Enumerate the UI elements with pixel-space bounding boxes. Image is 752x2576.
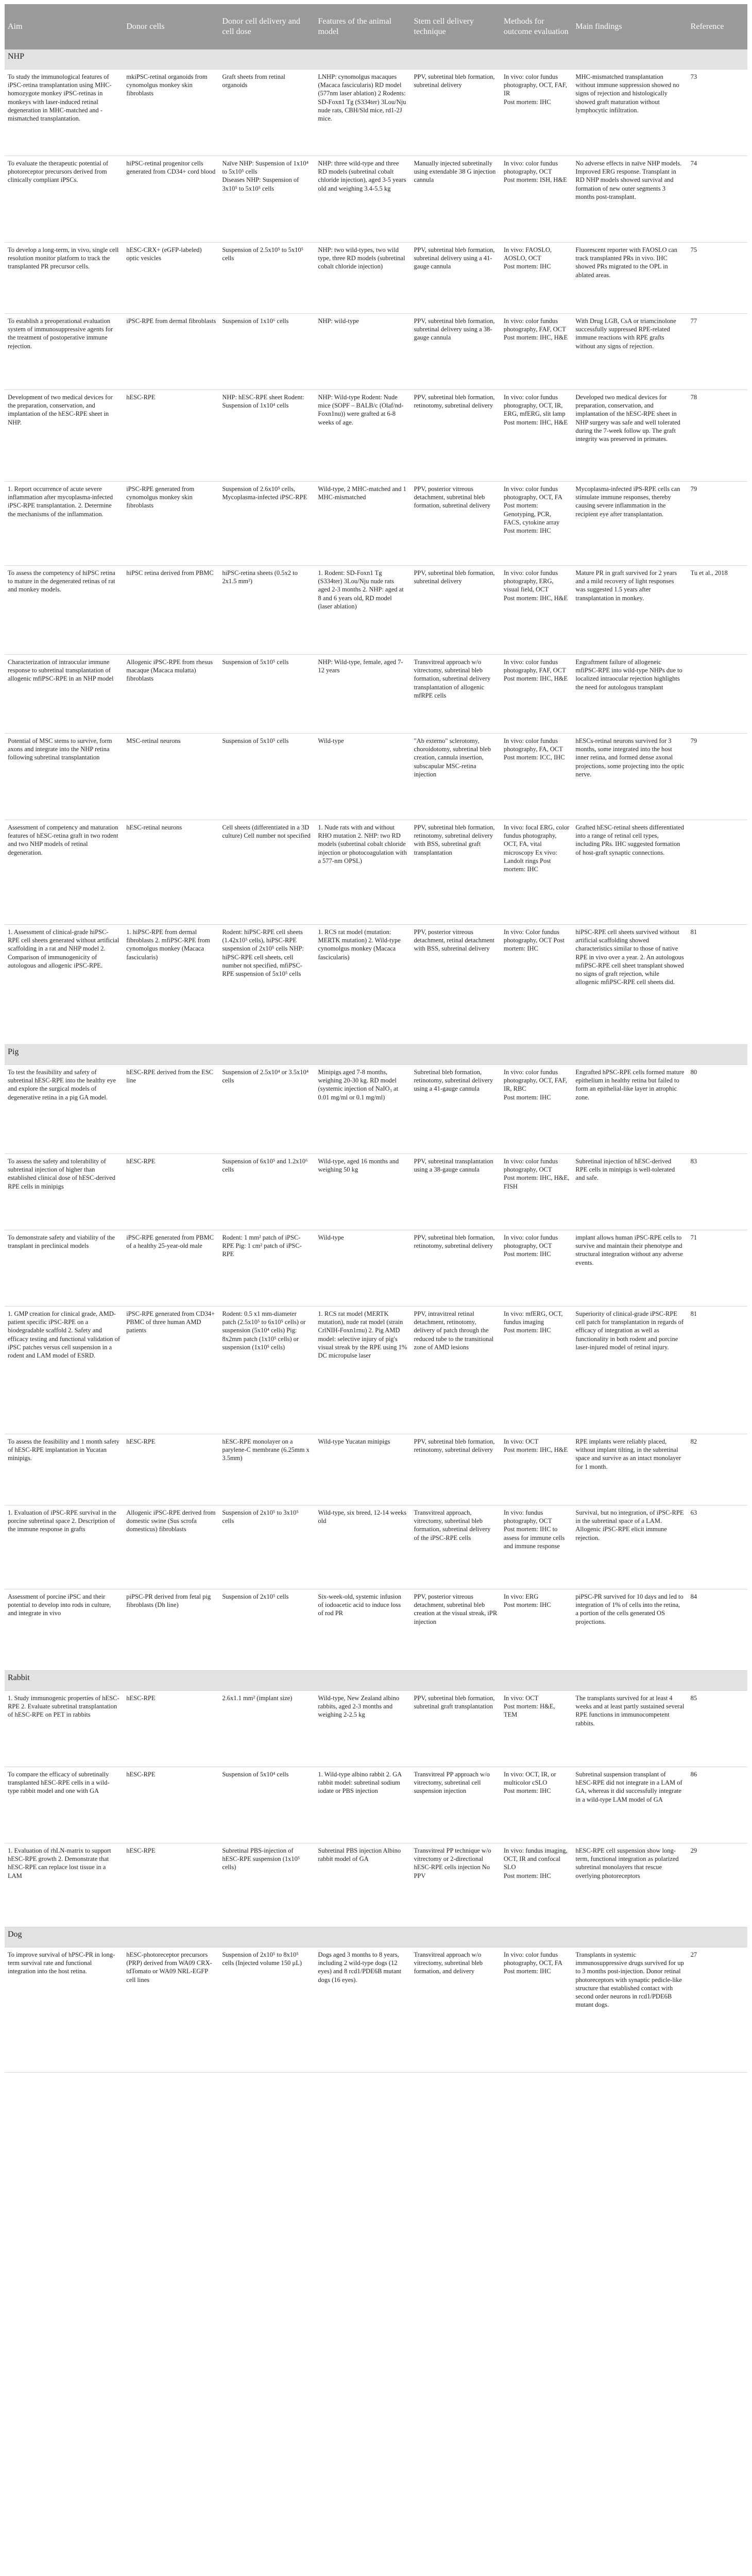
table-row — [5, 1307, 747, 1434]
cell-aim: Characterization of intraocular immune response to subretinal transplantation of allogenic mfiPSC-RPE in an NHP model — [5, 655, 123, 734]
table-row — [5, 390, 747, 482]
cell-technique: PPV, subretinal bleb formation, subretinal delivery using a 41-gauge cannula — [411, 243, 500, 314]
cell-technique: PPV, subretinal bleb formation, retinotomy, subretinal delivery — [411, 1434, 500, 1505]
cell-methods: In vivo: OCT Post mortem: H&E, TEM — [501, 1691, 573, 1767]
cell-findings: MHC-mismatched transplantation without immune suppression showed no signs of rejection and histologically showed graft maturation without lymphocytic infiltration. — [572, 70, 687, 156]
cell-findings: Grafted hESC-retinal sheets differentiated into a range of retinal cell types, including PRs. IHC suggested formation of host-graft synaptic connections. — [572, 820, 687, 925]
cell-technique: PPV, subretinal bleb formation, retinotomy, subretinal delivery with BSS, subretinal graft transplantation — [411, 820, 500, 925]
table-row — [5, 1505, 747, 1589]
cell-model: Six-week-old, systemic infusion of iodoacetic acid to induce loss of rod PR — [315, 1589, 411, 1671]
section-title: Rabbit — [5, 1671, 747, 1691]
section-title: Dog — [5, 1927, 747, 1947]
cell-technique: PPV, subretinal bleb formation, subretinal delivery — [411, 566, 500, 655]
cell-technique: PPV, subretinal bleb formation, subretinal delivery — [411, 70, 500, 156]
cell-technique: PPV, subretinal bleb formation, subretinal delivery using a 38-gauge cannula — [411, 314, 500, 390]
cell-ref — [688, 655, 747, 734]
cell-donor: hESC-retinal neurons — [123, 820, 219, 925]
table-row — [5, 1589, 747, 1671]
cell-donor: hESC-RPE — [123, 1154, 219, 1230]
table-row — [5, 1947, 747, 2073]
cell-technique: PPV, subretinal transplantation using a 38-gauge cannula — [411, 1154, 500, 1230]
table-row — [5, 734, 747, 820]
header-aim: Aim — [5, 4, 123, 49]
cell-aim: 1. Report occurrence of acute severe inflammation after mycoplasma-infected iPSC-RPE transplantation. 2. Determine the mechanisms of the inflammation. — [5, 482, 123, 566]
cell-donor: hESC-RPE — [123, 390, 219, 482]
cell-ref: 77 — [688, 314, 747, 390]
cell-dose: hESC-RPE monolayer on a parylene-C membrane (6.25mm x 3.5mm) — [219, 1434, 315, 1505]
cell-aim: 1. Assessment of clinical-grade hiPSC-RPE cell sheets generated without artificial scaffolding in a rat and NHP model 2. Comparison of immunogenicity of autologous and allogenic iPSC-RPE. — [5, 925, 123, 1045]
table-row — [5, 925, 747, 1045]
header-donor-cells: Donor cells — [123, 4, 219, 49]
cell-donor: 1. hiPSC-RPE from dermal fibroblasts 2. mfiPSC-RPE from cynomolgus monkey (Macaca fascicularis) — [123, 925, 219, 1045]
cell-methods: In vivo: Color fundus photography, OCT Post mortem: IHC — [501, 925, 573, 1045]
cell-dose: hiPSC-retina sheets (0.5x2 to 2x1.5 mm²) — [219, 566, 315, 655]
cell-technique: "Ab externo" sclerotomy, choroidotomy, subretinal bleb creation, cannula insertion, subscapular MSC-retina injection — [411, 734, 500, 820]
cell-dose: Suspension of 6x10⁵ and 1.2x10⁶ cells — [219, 1154, 315, 1230]
cell-dose: Rodent: 1 mm² patch of iPSC-RPE Pig: 1 cm² patch of iPSC-RPE — [219, 1230, 315, 1307]
cell-methods: In vivo: color fundus photography, ERG, visual field, OCT Post mortem: IHC, H&E — [501, 566, 573, 655]
cell-dose: Suspension of 5x10⁵ cells — [219, 734, 315, 820]
header-animal-model: Features of the animal model — [315, 4, 411, 49]
cell-aim: 1. GMP creation for clinical grade, AMD-patient specific iPSC-RPE on a biodegradable scaffold 2. Safety and efficacy testing and functional validation of iPSC patches versus cell suspension in a rodent and LAM model of ESRD. — [5, 1307, 123, 1434]
cell-dose: Suspension of 2.5x10⁵ to 5x10⁵ cells — [219, 243, 315, 314]
cell-ref: 85 — [688, 1691, 747, 1767]
cell-aim: To demonstrate safety and viability of the transplant in preclinical models — [5, 1230, 123, 1307]
cell-ref: 71 — [688, 1230, 747, 1307]
cell-model: NHP: wild-type — [315, 314, 411, 390]
cell-methods: In vivo: color fundus photography, FA, OCT Post mortem: ICC, IHC — [501, 734, 573, 820]
table-row — [5, 1230, 747, 1307]
cell-donor: hESC-RPE — [123, 1843, 219, 1927]
cell-donor: hESC-RPE — [123, 1691, 219, 1767]
header-findings: Main findings — [572, 4, 687, 49]
cell-findings: Survival, but no integration, of iPSC-RPE in the subretinal space of a LAM. Allogenic iPSC-RPE elicit immune rejection. — [572, 1505, 687, 1589]
cell-ref: 86 — [688, 1767, 747, 1843]
cell-aim: 1. Evaluation of iPSC-RPE survival in the porcine subretinal space 2. Description of the immune response in grafts — [5, 1505, 123, 1589]
cell-dose: Cell sheets (differentiated in a 3D culture) Cell number not specified — [219, 820, 315, 925]
table-row — [5, 70, 747, 156]
cell-findings: implant allows human iPSC-RPE cells to survive and maintain their phenotype and structural integration without any adverse events. — [572, 1230, 687, 1307]
cell-findings: piPSC-PR survived for 10 days and led to integration of 1% of cells into the retina, a portion of the cells generated OS projections. — [572, 1589, 687, 1671]
cell-technique: PPV, subretinal bleb formation, retinotomy, subretinal delivery — [411, 1230, 500, 1307]
cell-dose: Subretinal PBS-injection of hESC-RPE suspension (1x10⁵ cells) — [219, 1843, 315, 1927]
cell-dose: Suspension of 2x10⁵ to 8x10⁵ cells (Injected volume 150 μL) — [219, 1947, 315, 2073]
cell-methods: In vivo: FAOSLO, AOSLO, OCT Post mortem: IHC — [501, 243, 573, 314]
cell-dose: Suspension of 5x10⁴ cells — [219, 1767, 315, 1843]
cell-ref: 78 — [688, 390, 747, 482]
cell-dose: 2.6x1.1 mm² (implant size) — [219, 1691, 315, 1767]
cell-model: NHP: three wild-type and three RD models (subretinal cobalt chloride injection), aged 3-5 years old and weighing 3.4-5.5 kg — [315, 156, 411, 243]
cell-technique: Transvitreal approach, vitrectomy, subretinal bleb formation, subretinal delivery of the iPSC-RPE cells — [411, 1505, 500, 1589]
cell-model: Wild-type, aged 16 months and weighing 50 kg — [315, 1154, 411, 1230]
cell-methods: In vivo: color fundus photography, FAF, OCT Post mortem: IHC, H&E — [501, 655, 573, 734]
cell-model: NHP: two wild-types, two wild type, three RD models (subretinal cobalt chloride injection) — [315, 243, 411, 314]
cell-methods: In vivo: color fundus photography, OCT, FA Post mortem: Genotyping, PCR, FACS, cytokine array Post mortem: IHC — [501, 482, 573, 566]
cell-donor: Allogenic iPSC-RPE from rhesus macaque (Macaca mulatta) fibroblasts — [123, 655, 219, 734]
cell-technique: Transvitreal PP technique w/o vitrectomy or 2-directional hESC-RPE cells injection No PPV — [411, 1843, 500, 1927]
cell-aim: To test the feasibility and safety of subretinal hESC-RPE into the healthy eye and explore the surgical models of degenerative retina in a pig GA model. — [5, 1065, 123, 1154]
cell-findings: The transplants survived for at least 4 weeks and at least partly sustained several RPE functions in immunocompetent rabbits. — [572, 1691, 687, 1767]
cell-findings: With Drug LGB, CsA or triamcinolone successfully suppressed RPE-related immune reactions with RPE grafts without any signs of rejection. — [572, 314, 687, 390]
cell-aim: To compare the efficacy of subretinally transplanted hESC-RPE cells in a wild-type rabbit model and one with GA — [5, 1767, 123, 1843]
cell-methods: In vivo: mfERG, OCT, fundus imaging Post mortem: IHC — [501, 1307, 573, 1434]
cell-findings: Subretinal suspension transplant of hESC-RPE did not integrate in a LAM of GA, whereas it did successfully integrate in a wild-type LAM model of GA — [572, 1767, 687, 1843]
table-container — [5, 4, 747, 2073]
table-body — [5, 49, 747, 2073]
cell-donor: hESC-RPE — [123, 1434, 219, 1505]
section-header-row — [5, 1045, 747, 1065]
cell-methods: In vivo: color fundus photography, OCT, IR, ERG, mfERG, slit lamp Post mortem: IHC, H&E — [501, 390, 573, 482]
cell-model: 1. RCS rat model (mutation: MERTK mutation) 2. Wild-type cynomolgus monkey (Macaca fascicularis) — [315, 925, 411, 1045]
cell-findings: Transplants in systemic immunosuppressive drugs survived for up to 3 months post-injection. Donor retinal photoreceptors with synaptic pedicle-like structure that established contact with second order neurons in rcd1/PDE6B mutant dogs. — [572, 1947, 687, 2073]
cell-findings: Fluorescent reporter with FAOSLO can track transplanted PRs in vivo. IHC showed PRs migrated to the OPL in ablated areas. — [572, 243, 687, 314]
cell-aim: To assess the competency of hiPSC retina to mature in the degenerated retinas of rat and monkey models. — [5, 566, 123, 655]
cell-aim: Potential of MSC stems to survive, form axons and integrate into the NHP retina following subretinal transplantation — [5, 734, 123, 820]
cell-methods: In vivo: fundus imaging, OCT, IR and confocal SLO Post mortem: IHC — [501, 1843, 573, 1927]
animal-model-table — [5, 4, 747, 2073]
header-technique: Stem cell delivery technique — [411, 4, 500, 49]
cell-ref: 79 — [688, 482, 747, 566]
cell-ref: 27 — [688, 1947, 747, 2073]
cell-findings: Developed two medical devices for preparation, conservation, and implantation of the hESC-RPE sheet in NHP surgery was safe and well tolerated during the 7-week follow up. The graft integrity was preserved in primates. — [572, 390, 687, 482]
cell-findings: Mature PR in graft survived for 2 years and a mild recovery of light responses was suggested 1.5 years after transplantation in monkey. — [572, 566, 687, 655]
cell-dose: Suspension of 1x10⁶ cells — [219, 314, 315, 390]
cell-methods: In vivo: color fundus photography, OCT, FAF, IR, RBC Post mortem: IHC — [501, 1065, 573, 1154]
cell-model: Dogs aged 3 months to 8 years, including 2 wild-type dogs (12 eyes) and 8 rcd1/PDE6B mutant dogs (16 eyes). — [315, 1947, 411, 2073]
cell-methods: In vivo: color fundus photography, OCT Post mortem: IHC, H&E, FISH — [501, 1154, 573, 1230]
cell-methods: In vivo: OCT Post mortem: IHC, H&E — [501, 1434, 573, 1505]
cell-methods: In vivo: color fundus photography, OCT Post mortem: IHC — [501, 1230, 573, 1307]
cell-aim: 1. Study immunogenic properties of hESC-RPE 2. Evaluate subretinal transplantation of hESC-RPE on PET in rabbits — [5, 1691, 123, 1767]
cell-technique: PPV, subretinal bleb formation, retinotomy, subretinal delivery — [411, 390, 500, 482]
cell-donor: iPSC-RPE generated from PBMC of a healthy 25-year-old male — [123, 1230, 219, 1307]
table-row — [5, 1154, 747, 1230]
cell-technique: Manually injected subretinally using extendable 38 G injection cannula — [411, 156, 500, 243]
cell-ref: 81 — [688, 925, 747, 1045]
cell-model: 1. Nude rats with and without RHO mutation 2. NHP: two RD models (subretinal cobalt chloride injection or photocoagulation with a 577-nm OPSL) — [315, 820, 411, 925]
section-header-row — [5, 49, 747, 70]
cell-methods: In vivo: ERG Post mortem: IHC — [501, 1589, 573, 1671]
cell-methods: In vivo: focal ERG, color fundus photography, OCT, FA, vital microscopy Ex vivo: Landolt rings Post mortem: IHC — [501, 820, 573, 925]
cell-technique: PPV, posterior vitreous detachment, subretinal bleb formation, subretinal delivery — [411, 482, 500, 566]
cell-ref: 82 — [688, 1434, 747, 1505]
cell-model: Wild-type, New Zealand albino rabbits, aged 2-3 months and weighing 2-2.5 kg — [315, 1691, 411, 1767]
header-dose: Donor cell delivery and cell dose — [219, 4, 315, 49]
table-row — [5, 1065, 747, 1154]
cell-donor: iPSC-RPE generated from CD34+ PBMC of three human AMD patients — [123, 1307, 219, 1434]
table-row — [5, 1767, 747, 1843]
cell-donor: mkiPSC-retinal organoids from cynomolgus monkey skin fibroblasts — [123, 70, 219, 156]
table-row — [5, 566, 747, 655]
section-header-row — [5, 1927, 747, 1947]
cell-dose: Suspension of 2.6x10⁵ cells, Mycoplasma-infected iPSC-RPE — [219, 482, 315, 566]
cell-model: Minipigs aged 7-8 months, weighing 20-30 kg. RD model (systemic injection of NaIO₃ at 0.01 mg/ml or 0.1 mg/ml) — [315, 1065, 411, 1154]
cell-ref: 75 — [688, 243, 747, 314]
table-row — [5, 655, 747, 734]
cell-aim: Assessment of porcine iPSC and their potential to develop into rods in culture, and integrate in vivo — [5, 1589, 123, 1671]
cell-technique: Subretinal bleb formation, retinotomy, subretinal delivery using a 41-gauge cannula — [411, 1065, 500, 1154]
cell-ref: 83 — [688, 1154, 747, 1230]
table-row — [5, 1434, 747, 1505]
cell-donor: hiPSC-retinal progenitor cells generated from CD34+ cord blood — [123, 156, 219, 243]
cell-model: NHP: Wild-type, female, aged 7-12 years — [315, 655, 411, 734]
cell-donor: hESC-photoreceptor precursors (PRP) derived from WA09 CRX-tdTomato or WA09 NRL-EGFP cell lines — [123, 1947, 219, 2073]
table-row — [5, 482, 747, 566]
table-row — [5, 243, 747, 314]
cell-model: 1. Wild-type albino rabbit 2. GA rabbit model: subretinal sodium iodate or PBS injection — [315, 1767, 411, 1843]
cell-donor: hESC-RPE — [123, 1767, 219, 1843]
cell-technique: PPV, intravitreal retinal detachment, retinotomy, delivery of patch through the reduced tube to the transitional zone of AMD lesions — [411, 1307, 500, 1434]
cell-model: Wild-type, six breed, 12-14 weeks old — [315, 1505, 411, 1589]
cell-model: LNHP: cynomolgus macaques (Macaca fascicularis) RD model (577nm laser ablation) 2 Rodents: SD-Foxn1 Tg (S334ter) 3Lou/Nju nude rats, CBH/Sld mice, rd1-2J mice. — [315, 70, 411, 156]
cell-ref: 73 — [688, 70, 747, 156]
cell-ref: Tu et al., 2018 — [688, 566, 747, 655]
cell-donor: hiPSC retina derived from PBMC — [123, 566, 219, 655]
section-title: NHP — [5, 49, 747, 70]
cell-aim: To establish a preoperational evaluation system of immunosuppressive agents for the treatment of postoperative immune rejection. — [5, 314, 123, 390]
cell-aim: 1. Evaluation of rhLN-matrix to support hESC-RPE growth 2. Demonstrate that hESC-RPE can replace lost tissue in a LAM — [5, 1843, 123, 1927]
cell-technique: Transvitreal approach w/o vitrectomy, subretinal bleb formation, subretinal delivery transplantation of allogenic mfRPE cells — [411, 655, 500, 734]
cell-methods: In vivo: fundus photography, OCT Post mortem: IHC to assess for immune cells and immune response — [501, 1505, 573, 1589]
cell-ref: 74 — [688, 156, 747, 243]
table-row — [5, 1843, 747, 1927]
cell-aim: Assessment of competency and maturation features of hESC-retina graft in two rodent and two NHP models of retinal degeneration. — [5, 820, 123, 925]
cell-findings: Superiority of clinical-grade iPSC-RPE cell patch for transplantation in regards of efficacy of integration as well as functionality in both rodent and porcine laser-injured model of retinal injury. — [572, 1307, 687, 1434]
cell-findings: Mycoplasma-infected iPS-RPE cells can stimulate immune responses, thereby causing severe inflammation in the recipient eye after transplantation. — [572, 482, 687, 566]
cell-technique: Transvitreal approach w/o vitrectomy, subretinal bleb formation, and delivery — [411, 1947, 500, 2073]
cell-methods: In vivo: color fundus photography, OCT, FA Post mortem: IHC — [501, 1947, 573, 2073]
cell-ref: 80 — [688, 1065, 747, 1154]
cell-dose: Suspension of 2.5x10⁴ or 3.5x10⁴ cells — [219, 1065, 315, 1154]
cell-model: Wild-type — [315, 1230, 411, 1307]
cell-model: Wild-type Yucatan minipigs — [315, 1434, 411, 1505]
cell-dose: Suspension of 2x10⁵ cells — [219, 1589, 315, 1671]
cell-ref: 29 — [688, 1843, 747, 1927]
cell-dose: Graft sheets from retinal organoids — [219, 70, 315, 156]
cell-technique: PPV, posterior vitreous detachment, retinal detachment with BSS, subretinal delivery — [411, 925, 500, 1045]
cell-methods: In vivo: OCT, IR, or multicolor cSLO Post mortem: IHC — [501, 1767, 573, 1843]
cell-aim: To assess the safety and tolerability of subretinal injection of higher than established clinical dose of hESC-derived RPE cells in minipigs — [5, 1154, 123, 1230]
header-methods: Methods for outcome evaluation — [501, 4, 573, 49]
section-header-row — [5, 1671, 747, 1691]
cell-findings: Subretinal injection of hESC-derived RPE cells in minipigs is well-tolerated and safe. — [572, 1154, 687, 1230]
cell-dose: Rodent: 0.5 x1 mm-diameter patch (2.5x10⁵ to 6x10⁵ cells) or suspension (5x10⁴ cells) Pig: 8x2mm patch (1x10⁵ cells) or suspension (1x10⁵ cells) — [219, 1307, 315, 1434]
table-row — [5, 314, 747, 390]
cell-methods: In vivo: color fundus photography, OCT Post mortem: ISH, H&E — [501, 156, 573, 243]
cell-technique: PPV, subretinal bleb formation, subretinal graft transplantation — [411, 1691, 500, 1767]
cell-methods: In vivo: color fundus photography, FAF, OCT Post mortem: IHC, H&E — [501, 314, 573, 390]
header-row — [5, 4, 747, 49]
cell-ref — [688, 820, 747, 925]
cell-aim: To develop a long-term, in vivo, single cell resolution monitor platform to track the transplanted PR precursor cells. — [5, 243, 123, 314]
cell-findings: hESCs-retinal neurons survived for 3 months, some integrated into the host inner retina, and formed dense axonal projections, some projecting into the optic nerve. — [572, 734, 687, 820]
cell-donor: iPSC-RPE from dermal fibroblasts — [123, 314, 219, 390]
cell-dose: NHP: hESC-RPE sheet Rodent: Suspension of 1x10⁴ cells — [219, 390, 315, 482]
cell-model: 1. RCS rat model (MERTK mutation), nude rat model (strain CrlNIH-Foxn1rnu) 2. Pig AMD model: selective injury of pig's visual streak by the RPE using 1% DC micropulse laser — [315, 1307, 411, 1434]
cell-donor: hESC-RPE derived from the ESC line — [123, 1065, 219, 1154]
cell-technique: Transvitreal PP approach w/o vitrectomy, subretinal cell suspension injection — [411, 1767, 500, 1843]
section-title: Pig — [5, 1045, 747, 1065]
cell-aim: To assess the feasibility and 1 month safety of hESC-RPE implantation in Yucatan minipigs. — [5, 1434, 123, 1505]
cell-aim: To evaluate the therapeutic potential of photoreceptor precursors derived from clinically compliant iPSCs. — [5, 156, 123, 243]
table-row — [5, 156, 747, 243]
table-row — [5, 1691, 747, 1767]
cell-model: Wild-type — [315, 734, 411, 820]
cell-findings: RPE implants were reliably placed, without implant tilting, in the subretinal space and survive as an intact monolayer for 1 month. — [572, 1434, 687, 1505]
cell-donor: iPSC-RPE generated from cynomolgus monkey skin fibroblasts — [123, 482, 219, 566]
cell-donor: Allogenic iPSC-RPE derived from domestic swine (Sus scrofa domesticus) fibroblasts — [123, 1505, 219, 1589]
cell-donor: hESC-CRX+ (eGFP-labeled) optic vesicles — [123, 243, 219, 314]
cell-dose: Naïve NHP: Suspension of 1x10⁴ to 5x10⁵ cells Diseases NHP: Suspension of 3x10⁵ to 5x10⁵ cells — [219, 156, 315, 243]
cell-model: Wild-type, 2 MHC-matched and 1 MHC-mismatched — [315, 482, 411, 566]
cell-donor: MSC-retinal neurons — [123, 734, 219, 820]
cell-technique: PPV, posterior vitreous detachment, subretinal bleb creation at the visual streak, iPR injection — [411, 1589, 500, 1671]
cell-ref: 63 — [688, 1505, 747, 1589]
cell-findings: hiPSC-RPE cell sheets survived without artificial scaffolding showed characteristics similar to those of native RPE in vivo over a year. 2. An autologous mfiPSC-RPE cell sheet transplant showed no signs of graft rejection, while allogenic mfiPSC-RPE cell sheets did. — [572, 925, 687, 1045]
header-reference: Reference — [688, 4, 747, 49]
cell-findings: Engraftment failure of allogeneic mfiPSC-RPE into wild-type NHPs due to localized intraocular rejection highlights the need for autologous transplant — [572, 655, 687, 734]
cell-dose: Suspension of 2x10⁵ to 3x10⁵ cells — [219, 1505, 315, 1589]
cell-model: NHP: Wild-type Rodent: Nude mice (SOPF – BALB/c (Olaf/nd-Foxn1nu)) were grafted at 6-8 weeks of age. — [315, 390, 411, 482]
table-row — [5, 820, 747, 925]
cell-aim: To improve survival of hPSC-PR in long-term survival rate and functional integration into the host retina. — [5, 1947, 123, 2073]
cell-aim: To study the immunological features of iPSC-retina transplantation using MHC-homozygote monkey iPSC-retinas in monkeys with laser-induced retinal degeneration in MHC-matched and -mismatched transplantation. — [5, 70, 123, 156]
cell-methods: In vivo: color fundus photography, OCT, FAF, IR Post mortem: IHC — [501, 70, 573, 156]
cell-ref: 79 — [688, 734, 747, 820]
cell-aim: Development of two medical devices for the preparation, conservation, and implantation of the hESC-RPE sheet in NHP. — [5, 390, 123, 482]
cell-dose: Suspension of 5x10⁵ cells — [219, 655, 315, 734]
cell-ref: 81 — [688, 1307, 747, 1434]
cell-dose: Rodent: hiPSC-RPE cell sheets (1.42x10⁵ cells), hiPSC-RPE suspension of 2x10⁵ cells NHP: hiPSC-RPE cell sheets, cell number not specified, mfiPSC-RPE suspension of 5x10⁵ cells — [219, 925, 315, 1045]
cell-findings: hESC-RPE cell suspension show long-term, functional integration as polarized subretinal monolayers that rescue overlying photoreceptors — [572, 1843, 687, 1927]
cell-model: 1. Rodent: SD-Foxn1 Tg (S334ter) 3Lou/Nju nude rats aged 2-3 months 2. NHP: aged at 8 and 6 years old, RD model (laser ablation) — [315, 566, 411, 655]
cell-model: Subretinal PBS injection Albino rabbit model of GA — [315, 1843, 411, 1927]
cell-findings: No adverse effects in naïve NHP models. Improved ERG response. Transplant in RD NHP models showed survival and formation of new outer segments 3 months post-transplant. — [572, 156, 687, 243]
cell-findings: Engrafted hPSC-RPE cells formed mature epithelium in healthy retina but failed to form an epithelial-like layer in atrophic zone. — [572, 1065, 687, 1154]
cell-ref: 84 — [688, 1589, 747, 1671]
cell-donor: piPSC-PR derived from fetal pig fibroblasts (Dh line) — [123, 1589, 219, 1671]
